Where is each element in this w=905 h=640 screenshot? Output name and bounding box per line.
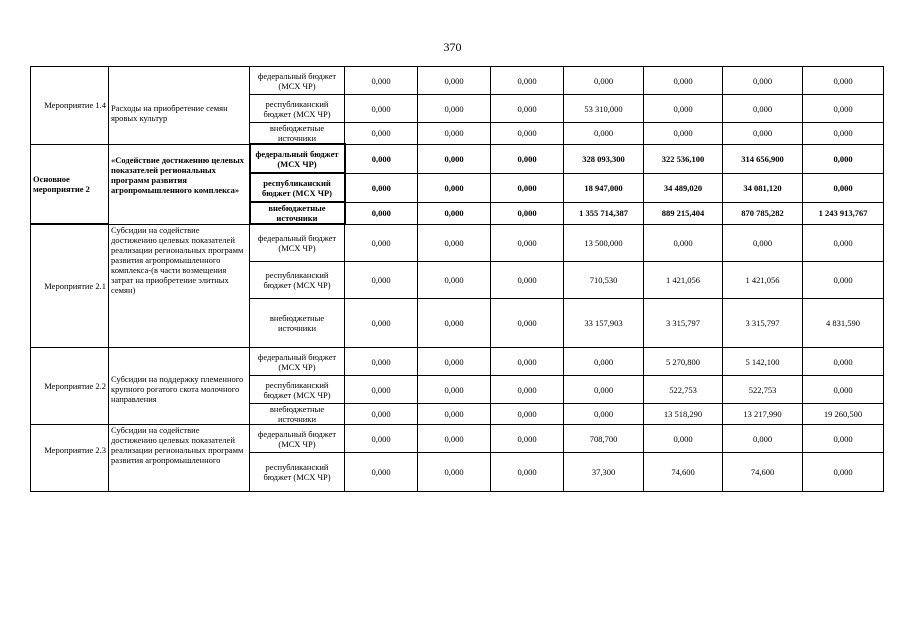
activity-cell: Основное мероприятие 2 — [31, 144, 109, 224]
value-cell: 0,000 — [418, 173, 491, 202]
value-cell: 0,000 — [418, 262, 491, 299]
value-cell: 0,000 — [345, 144, 418, 173]
value-cell: 0,000 — [644, 224, 723, 262]
value-cell: 19 260,500 — [803, 404, 884, 425]
value-cell: 0,000 — [418, 404, 491, 425]
value-cell: 13 217,990 — [723, 404, 803, 425]
source-cell: внебюджетные источники — [250, 299, 345, 348]
value-cell: 0,000 — [803, 224, 884, 262]
value-cell: 0,000 — [345, 173, 418, 202]
value-cell: 0,000 — [723, 123, 803, 145]
value-cell: 0,000 — [418, 144, 491, 173]
value-cell: 0,000 — [345, 202, 418, 224]
source-cell: федеральный бюджет (МСХ ЧР) — [250, 67, 345, 95]
value-cell: 0,000 — [491, 173, 564, 202]
source-cell: федеральный бюджет (МСХ ЧР) — [250, 224, 345, 262]
activity-cell: Мероприятие 2.1 — [31, 224, 109, 348]
source-cell: республиканский бюджет (МСХ ЧР) — [250, 95, 345, 123]
value-cell: 0,000 — [644, 67, 723, 95]
value-cell: 0,000 — [803, 453, 884, 492]
value-cell: 1 421,056 — [644, 262, 723, 299]
value-cell: 0,000 — [345, 224, 418, 262]
value-cell: 1 355 714,387 — [564, 202, 644, 224]
value-cell: 0,000 — [723, 95, 803, 123]
value-cell: 0,000 — [723, 425, 803, 453]
value-cell: 0,000 — [564, 123, 644, 145]
value-cell: 34 081,120 — [723, 173, 803, 202]
description-cell: Субсидии на содействие достижению целевых показателей реализации региональных программ развития агропромышленного — [109, 425, 250, 492]
value-cell: 0,000 — [644, 123, 723, 145]
value-cell: 5 270,800 — [644, 348, 723, 376]
value-cell: 710,530 — [564, 262, 644, 299]
value-cell: 889 215,404 — [644, 202, 723, 224]
source-cell: федеральный бюджет (МСХ ЧР) — [250, 144, 345, 173]
value-cell: 5 142,100 — [723, 348, 803, 376]
value-cell: 0,000 — [803, 95, 884, 123]
value-cell: 0,000 — [803, 376, 884, 404]
value-cell: 0,000 — [418, 123, 491, 145]
value-cell: 0,000 — [491, 425, 564, 453]
value-cell: 870 785,282 — [723, 202, 803, 224]
value-cell: 0,000 — [345, 123, 418, 145]
activity-cell: Мероприятие 2.2 — [31, 348, 109, 425]
value-cell: 0,000 — [491, 224, 564, 262]
value-cell: 0,000 — [803, 67, 884, 95]
table-row — [31, 67, 884, 95]
value-cell: 0,000 — [345, 453, 418, 492]
value-cell: 0,000 — [345, 67, 418, 95]
value-cell: 0,000 — [345, 262, 418, 299]
value-cell: 37,300 — [564, 453, 644, 492]
value-cell: 13 500,000 — [564, 224, 644, 262]
table-row — [31, 144, 884, 173]
value-cell: 0,000 — [564, 404, 644, 425]
source-cell: федеральный бюджет (МСХ ЧР) — [250, 425, 345, 453]
source-cell: внебюджетные источники — [250, 202, 345, 224]
value-cell: 0,000 — [723, 67, 803, 95]
value-cell: 1 243 913,767 — [803, 202, 884, 224]
value-cell: 0,000 — [491, 123, 564, 145]
value-cell: 0,000 — [723, 224, 803, 262]
value-cell: 0,000 — [803, 173, 884, 202]
value-cell: 0,000 — [418, 224, 491, 262]
value-cell: 1 421,056 — [723, 262, 803, 299]
source-cell: республиканский бюджет (МСХ ЧР) — [250, 376, 345, 404]
description-cell: Субсидии на поддержку племенного крупного рогатого скота молочного направления — [109, 348, 250, 425]
activity-cell: Мероприятие 2.3 — [31, 425, 109, 492]
value-cell: 0,000 — [491, 95, 564, 123]
table-row — [31, 348, 884, 376]
description-cell: «Содействие достижению целевых показателей региональных программ развития агропромышленного комплекса» — [109, 144, 250, 224]
table-row — [31, 425, 884, 453]
value-cell: 53 310,000 — [564, 95, 644, 123]
source-cell: республиканский бюджет (МСХ ЧР) — [250, 453, 345, 492]
value-cell: 0,000 — [418, 348, 491, 376]
value-cell: 0,000 — [491, 299, 564, 348]
value-cell: 0,000 — [345, 348, 418, 376]
source-cell: внебюджетные источники — [250, 404, 345, 425]
value-cell: 0,000 — [491, 67, 564, 95]
value-cell: 74,600 — [723, 453, 803, 492]
value-cell: 0,000 — [564, 67, 644, 95]
value-cell: 0,000 — [803, 348, 884, 376]
value-cell: 33 157,903 — [564, 299, 644, 348]
value-cell: 74,600 — [644, 453, 723, 492]
value-cell: 0,000 — [418, 299, 491, 348]
value-cell: 0,000 — [491, 376, 564, 404]
value-cell: 0,000 — [491, 202, 564, 224]
value-cell: 0,000 — [491, 348, 564, 376]
value-cell: 0,000 — [803, 262, 884, 299]
value-cell: 0,000 — [803, 123, 884, 145]
value-cell: 0,000 — [491, 144, 564, 173]
value-cell: 0,000 — [345, 425, 418, 453]
value-cell: 0,000 — [803, 144, 884, 173]
value-cell: 0,000 — [644, 95, 723, 123]
value-cell: 18 947,000 — [564, 173, 644, 202]
source-cell: внебюджетные источники — [250, 123, 345, 145]
source-cell: федеральный бюджет (МСХ ЧР) — [250, 348, 345, 376]
value-cell: 34 489,020 — [644, 173, 723, 202]
value-cell: 0,000 — [418, 67, 491, 95]
source-cell: республиканский бюджет (МСХ ЧР) — [250, 173, 345, 202]
value-cell: 522,753 — [723, 376, 803, 404]
value-cell: 4 831,590 — [803, 299, 884, 348]
value-cell: 522,753 — [644, 376, 723, 404]
value-cell: 314 656,900 — [723, 144, 803, 173]
value-cell: 0,000 — [491, 262, 564, 299]
value-cell: 0,000 — [564, 348, 644, 376]
source-cell: республиканский бюджет (МСХ ЧР) — [250, 262, 345, 299]
value-cell: 0,000 — [418, 453, 491, 492]
value-cell: 0,000 — [491, 453, 564, 492]
budget-table — [30, 66, 884, 492]
value-cell: 322 536,100 — [644, 144, 723, 173]
activity-cell: Мероприятие 1.4 — [31, 67, 109, 145]
value-cell: 0,000 — [644, 425, 723, 453]
value-cell: 0,000 — [564, 376, 644, 404]
description-cell: Расходы на приобретение семян яровых культур — [109, 67, 250, 145]
value-cell: 0,000 — [345, 404, 418, 425]
value-cell: 0,000 — [345, 95, 418, 123]
value-cell: 0,000 — [803, 425, 884, 453]
value-cell: 13 518,290 — [644, 404, 723, 425]
description-cell: Субсидии на содействие достижению целевых показателей реализации региональных программ развития агропромышленного комплекса-(в части возмещения затрат на приобретение элитных семян) — [109, 224, 250, 348]
value-cell: 0,000 — [491, 404, 564, 425]
value-cell: 0,000 — [418, 202, 491, 224]
value-cell: 0,000 — [345, 299, 418, 348]
value-cell: 0,000 — [418, 425, 491, 453]
value-cell: 0,000 — [345, 376, 418, 404]
value-cell: 0,000 — [418, 95, 491, 123]
value-cell: 3 315,797 — [723, 299, 803, 348]
value-cell: 708,700 — [564, 425, 644, 453]
page-number: 370 — [443, 40, 462, 54]
value-cell: 3 315,797 — [644, 299, 723, 348]
table-row — [31, 224, 884, 262]
value-cell: 328 093,300 — [564, 144, 644, 173]
value-cell: 0,000 — [418, 376, 491, 404]
